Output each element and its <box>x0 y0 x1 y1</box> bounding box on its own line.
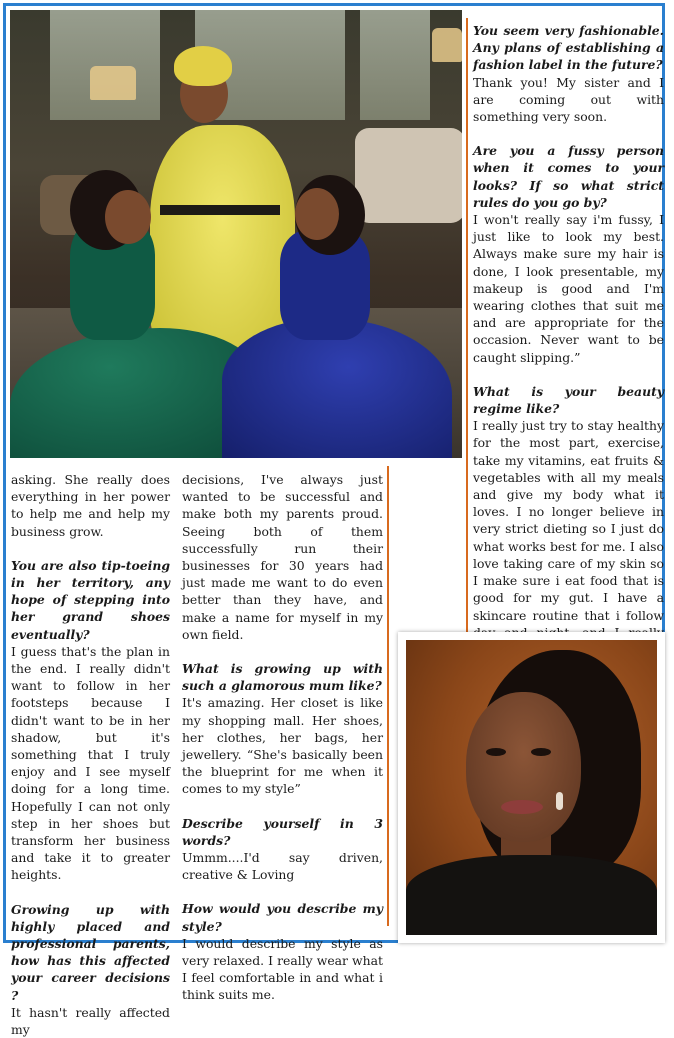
portrait-photo <box>406 640 657 935</box>
question-text: You are also tip-toeing in her territory, any hope of stepping into her grand shoes eventually? <box>11 557 170 642</box>
portrait-eye-right <box>531 748 551 756</box>
answer-text: I really just try to stay healthy for the most part, exercise, take my vitamins, eat fruits & vegetables with all my meals and give my body what it loves. I no longer believe in very strict dieting so I just do what works best for me. I also love taking care of my skin so I make sure i eat food that is good for my gut. I have a skincare routine that i follow <box>473 418 664 623</box>
yellow-dress <box>150 125 295 360</box>
portrait-face <box>466 692 581 842</box>
lamp-right <box>432 28 462 62</box>
answer-text: It's amazing. Her closet is like my shopping mall. Her shoes, her clothes, her bags, her jewellery. “She's basically been the blueprint for me when it comes to my style” <box>182 695 383 797</box>
question-text: Growing up with highly placed and professional parents, how has this affected your career decisions ? <box>11 901 170 1003</box>
question-text: What is your beauty regime like? <box>473 383 664 417</box>
question-text: Describe yourself in 3 words? <box>182 815 383 848</box>
portrait-dress <box>406 855 657 935</box>
answer-text: decisions, I've always just wanted to be successful and make both my parents proud. Seeing both of them successfully run their businesses for 30 years had just made me want to do even better than they have, and make a name for myself in my own field. <box>182 472 383 642</box>
portrait-eye-left <box>486 748 506 756</box>
answer-text: I won't really say i'm fussy, I just like to look my best. Always make sure my hair is done, I look presentable, my makeup is good and I'm wearing clothes that suit me and are appropriate for the occasion. Never want to be caught slipping.” <box>473 212 664 365</box>
left-woman-face <box>105 190 151 244</box>
answer-text: Thank you! My sister and I are coming out with something very soon. <box>473 74 664 125</box>
right-column <box>473 22 664 710</box>
left-column <box>11 471 170 1038</box>
answer-text: I would describe my style as very relaxed. I really wear what I feel comfortable in and what i think suits me. <box>182 935 383 1003</box>
answer-text: I guess that's the plan in the end. I really didn't want to follow in her footsteps because I didn't want to be in her shadow, but it's something that I truly enjoy and I see myself doing for a long time. Hopefully I can not only step in her shoes but transform her business and take it to greater heights. <box>11 643 170 883</box>
question-text: What is growing up with such a glamorous mum like? <box>182 661 383 694</box>
answer-text: Ummm....I'd say driven, creative & Loving <box>182 850 383 883</box>
answer-text: It hasn't really affected my <box>11 1004 170 1038</box>
question-text: You seem very fashionable. Any plans of establishing a fashion label in the future? <box>473 23 664 73</box>
window-left <box>50 10 160 120</box>
portrait-lips <box>501 800 543 814</box>
group-photo <box>10 10 462 458</box>
sofa-right <box>355 128 462 223</box>
column-divider-right <box>466 18 468 636</box>
lamp-left <box>90 66 136 100</box>
column-divider-middle <box>387 466 389 926</box>
answer-text: asking. She really does everything in her power to help me and help my business grow. <box>11 472 170 539</box>
right-woman-face <box>295 188 339 240</box>
question-text: Are you a fussy person when it comes to your looks? If so what strict rules do you go by? <box>473 143 664 210</box>
window-right <box>360 10 430 120</box>
question-text: How would you describe my style? <box>182 901 383 934</box>
belt <box>160 205 280 215</box>
head-wrap <box>174 46 232 86</box>
portrait-photo-frame <box>398 632 665 943</box>
middle-column <box>182 471 383 1004</box>
portrait-earring <box>556 792 563 810</box>
